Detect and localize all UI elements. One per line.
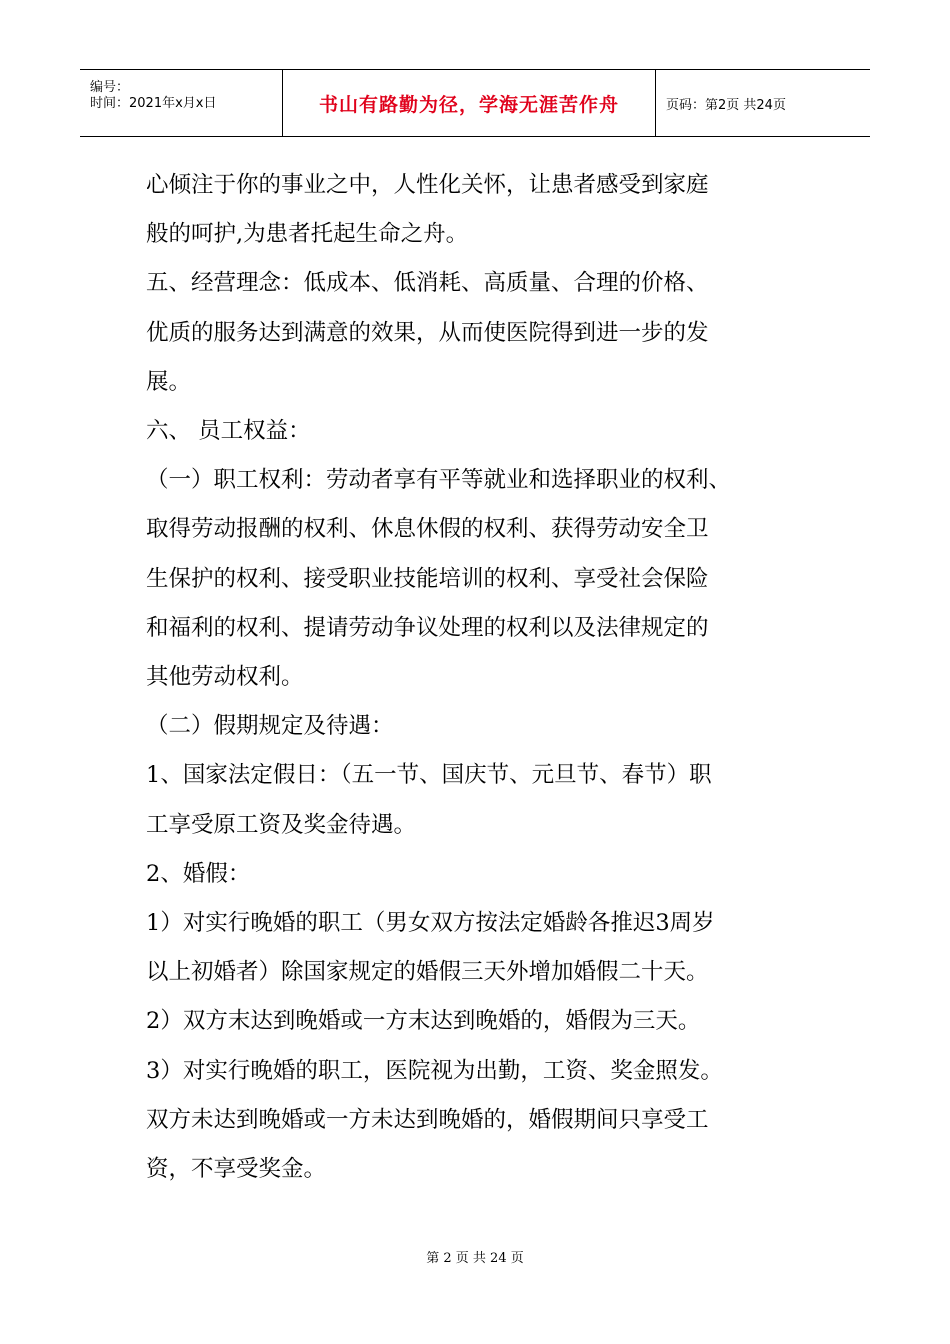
body-line: 五、经营理念：低成本、低消耗、高质量、合理的价格、 [146, 270, 709, 297]
section-heading: 六、 员工权益： [146, 418, 311, 445]
header-motto: 书山有路勤为径，学海无涯苦作舟 [282, 70, 656, 136]
body-line: 生保护的权利、接受职业技能培训的权利、享受社会保险 [146, 565, 709, 592]
header-page-info: 页码：第2页 共24页 [666, 97, 786, 113]
body-line: 2）双方末达到晚婚或一方末达到晚婚的，婚假为三天。 [146, 1008, 701, 1035]
document-body [146, 161, 806, 1194]
body-line: 般的呵护,为患者托起生命之舟。 [146, 221, 469, 248]
body-line: 资，不享受奖金。 [146, 1156, 327, 1183]
page-footer: 第 2 页 共 24 页 [426, 1251, 524, 1266]
document-time-label: 时间：2021年x月x日 [90, 96, 217, 111]
body-line: 取得劳动报酬的权利、休息休假的权利、获得劳动安全卫 [146, 516, 709, 543]
body-line: 双方未达到晚婚或一方未达到晚婚的，婚假期间只享受工 [146, 1106, 709, 1133]
header-meta [80, 70, 282, 136]
body-line: 3）对实行晚婚的职工，医院视为出勤，工资、奖金照发。 [146, 1057, 723, 1084]
body-line: 1）对实行晚婚的职工（男女双方按法定婚龄各推迟3周岁 [146, 910, 715, 937]
body-line: 1、国家法定假日：（五一节、国庆节、元旦节、春节）职 [146, 762, 712, 789]
body-line: 优质的服务达到满意的效果，从而使医院得到进一步的发 [146, 319, 709, 346]
body-line: 展。 [146, 368, 192, 395]
body-line: 以上初婚者）除国家规定的婚假三天外增加婚假二十天。 [146, 959, 709, 986]
subsection-heading: （二）假期规定及待遇： [146, 713, 394, 740]
body-line: 工享受原工资及奖金待遇。 [146, 811, 417, 838]
body-line: 和福利的权利、提请劳动争议处理的权利以及法律规定的 [146, 614, 709, 641]
document-number-label: 编号： [90, 80, 130, 95]
page-header [80, 69, 870, 137]
body-line: 2、婚假： [146, 860, 251, 887]
body-line: （一）职工权利：劳动者享有平等就业和选择职业的权利、 [146, 467, 732, 494]
body-line: 心倾注于你的事业之中，人性化关怀，让患者感受到家庭 [146, 172, 709, 198]
body-line: 其他劳动权利。 [146, 664, 304, 691]
